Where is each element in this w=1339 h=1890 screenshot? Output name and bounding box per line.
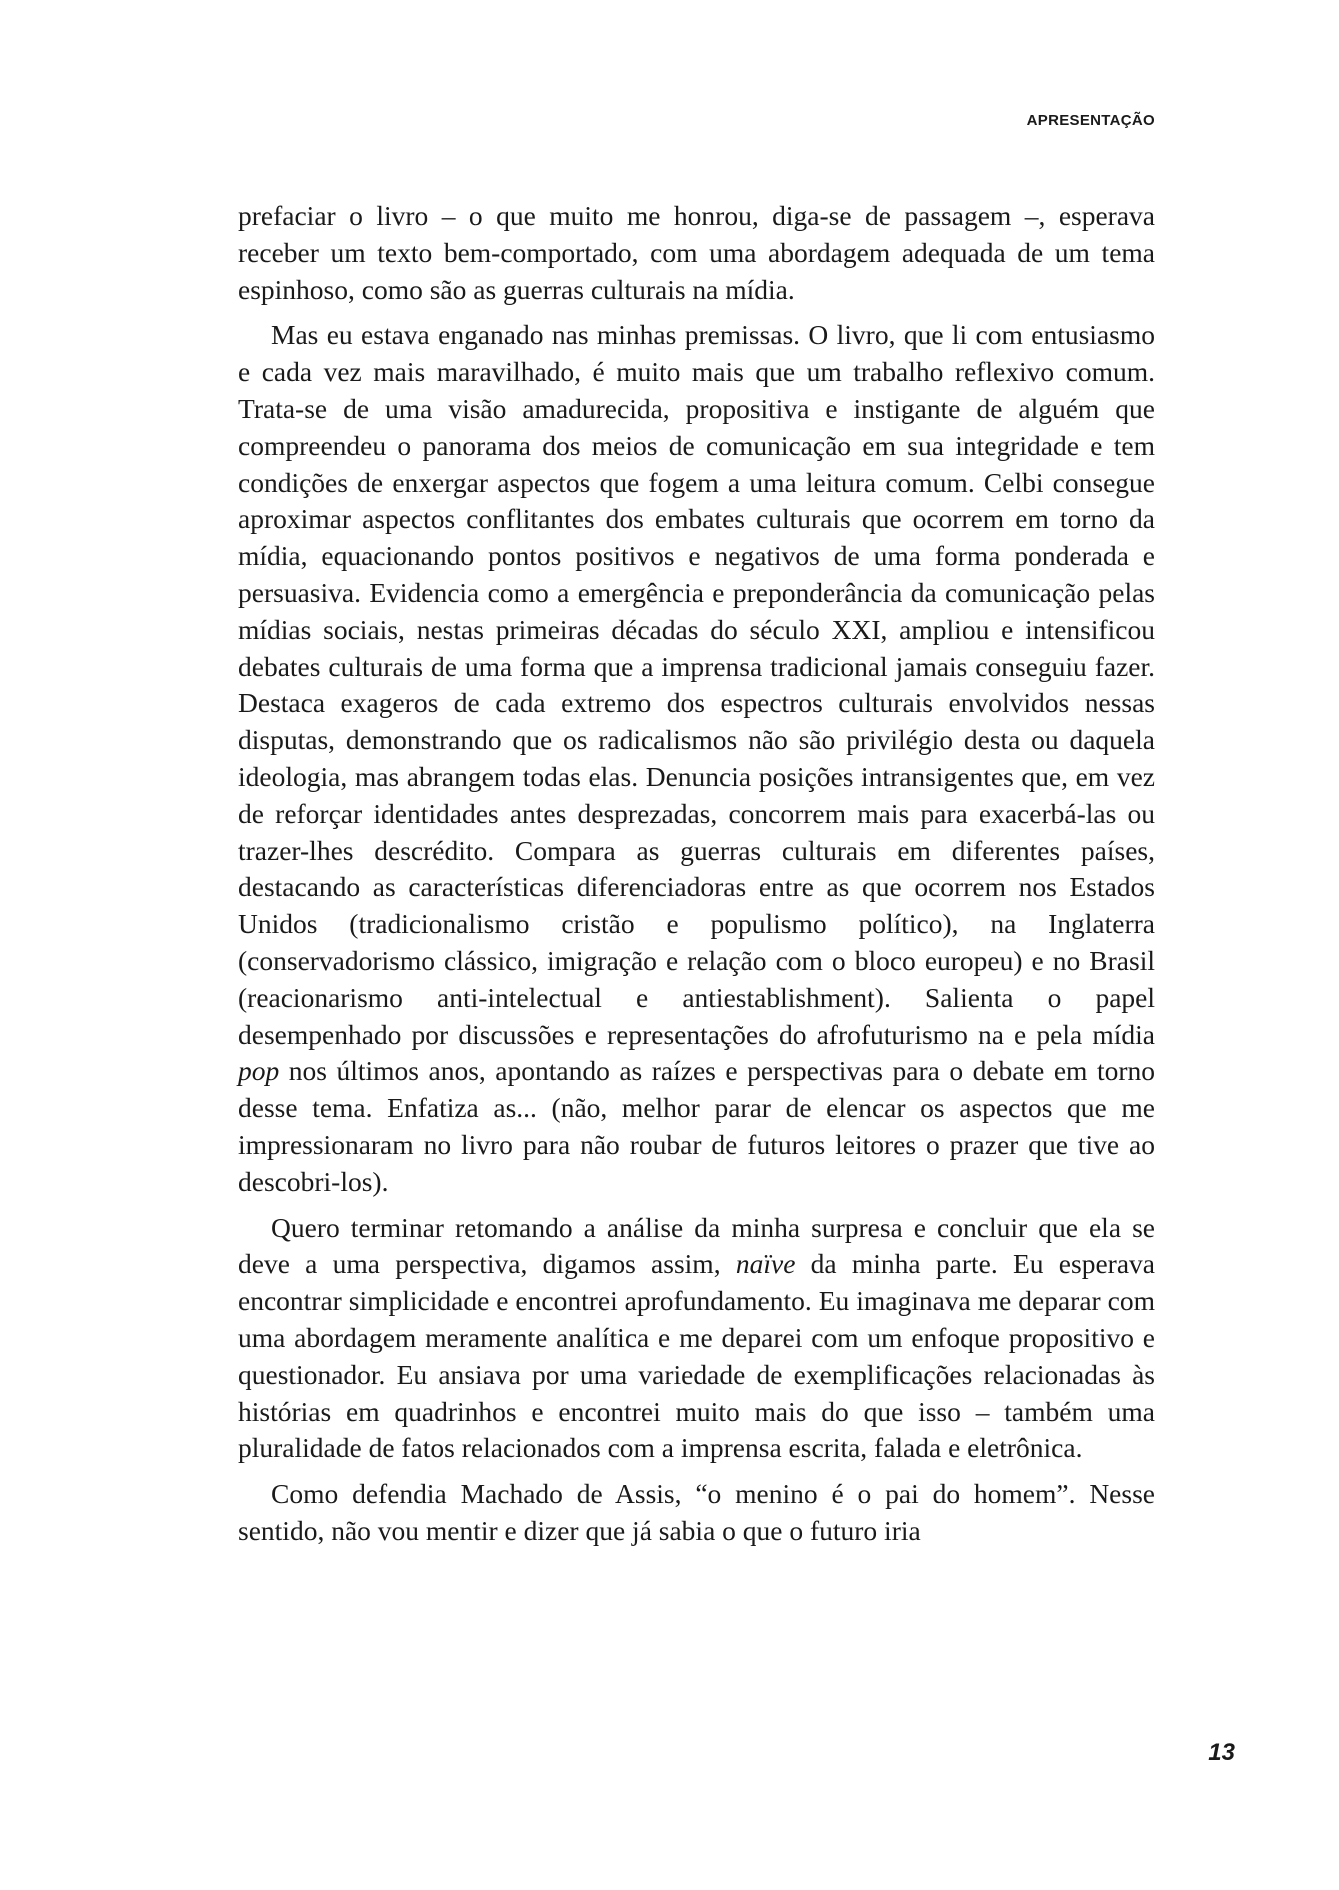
paragraph-3 [238,1210,1155,1468]
body-text [238,198,1155,1559]
running-header: APRESENTAÇÃO [1026,112,1155,129]
paragraph-3-text-after: da minha parte. Eu esperava encontrar simplicidade e encontrei aprofundamento. Eu imaginava me deparar com uma abordagem meramente analítica e me deparei com um enfoque propositivo e questionador. Eu ansiava por uma variedade de exemplificações relacionadas às histórias em quadrinhos e encontrei muito mais do que isso – também uma pluralidade de fatos relacionados com a imprensa escrita, falada e eletrônica. [238,1248,1155,1464]
paragraph-2-italic: pop [238,1055,280,1087]
paragraph-2-text-after: nos últimos anos, apontando as raízes e perspectivas para o debate em torno desse tema. Enfatiza as... (não, melhor parar de elencar os aspectos que me impressionaram no livro para não roubar de futuros leitores o prazer que tive ao descobri-los). [238,1055,1155,1197]
paragraph-3-italic: naïve [735,1248,796,1280]
paragraph-4-text: Como defendia Machado de Assis, “o menino é o pai do homem”. Nesse sentido, não vou mentir e dizer que já sabia o que o futuro iria [238,1478,1155,1546]
paragraph-2-text: Mas eu estava enganado nas minhas premissas. O livro, que li com entusiasmo e cada vez mais maravilhado, é muito mais que um trabalho reflexivo comum. Trata-se de uma visão amadurecida, propositiva e instigante de alguém que compreendeu o panorama dos meios de comunicação em sua integridade e tem condições de enxergar aspectos que fogem a uma leitura comum. Celbi consegue aproximar aspectos conflitantes dos embates culturais que ocorrem em torno da mídia, equacionando pontos positivos e negativos de uma forma ponderada e persuasiva. Evidencia como a emergência e preponderância da comunicação pelas mídias sociais, nestas primeiras décadas do século XXI, ampliou e intensificou debates culturais de uma forma que a imprensa tradicional jamais conseguiu fazer. Destaca exageros de cada extremo dos espectros culturais envolvidos nessas disputas, demonstrando que os radicalismos não são privilégio desta ou daquela ideologia, mas abrangem todas elas. Denuncia posições intransigentes que, em vez de reforçar identidades antes desprezadas, concorrem mais para exacerbá-las ou trazer-lhes descrédito. Compara as guerras culturais em diferentes países, destacando as características diferenciadoras entre as que ocorrem nos Estados Unidos (tradicionalismo cristão e populismo político), na Inglaterra (conservadorismo clássico, imigração e relação com o bloco europeu) e no Brasil (reacionarismo anti-intelectual e antiestablishment). Salienta o papel desempenhado por discussões e representações do afrofuturismo na e pela mídia [238,319,1155,1050]
paragraph-1-text: prefaciar o livro – o que muito me honrou, diga-se de passagem –, esperava receber um texto bem-comportado, com uma abordagem adequada de um tema espinhoso, como são as guerras culturais na mídia. [238,200,1155,305]
paragraph-3-text: Quero terminar retomando a análise da minha surpresa e concluir que ela se deve a uma perspectiva, digamos assim, [238,1211,1155,1280]
paragraph-2 [238,317,1155,1200]
page-number: 13 [1208,1739,1235,1766]
paragraph-4 [238,1476,1155,1550]
paragraph-1 [238,198,1155,308]
